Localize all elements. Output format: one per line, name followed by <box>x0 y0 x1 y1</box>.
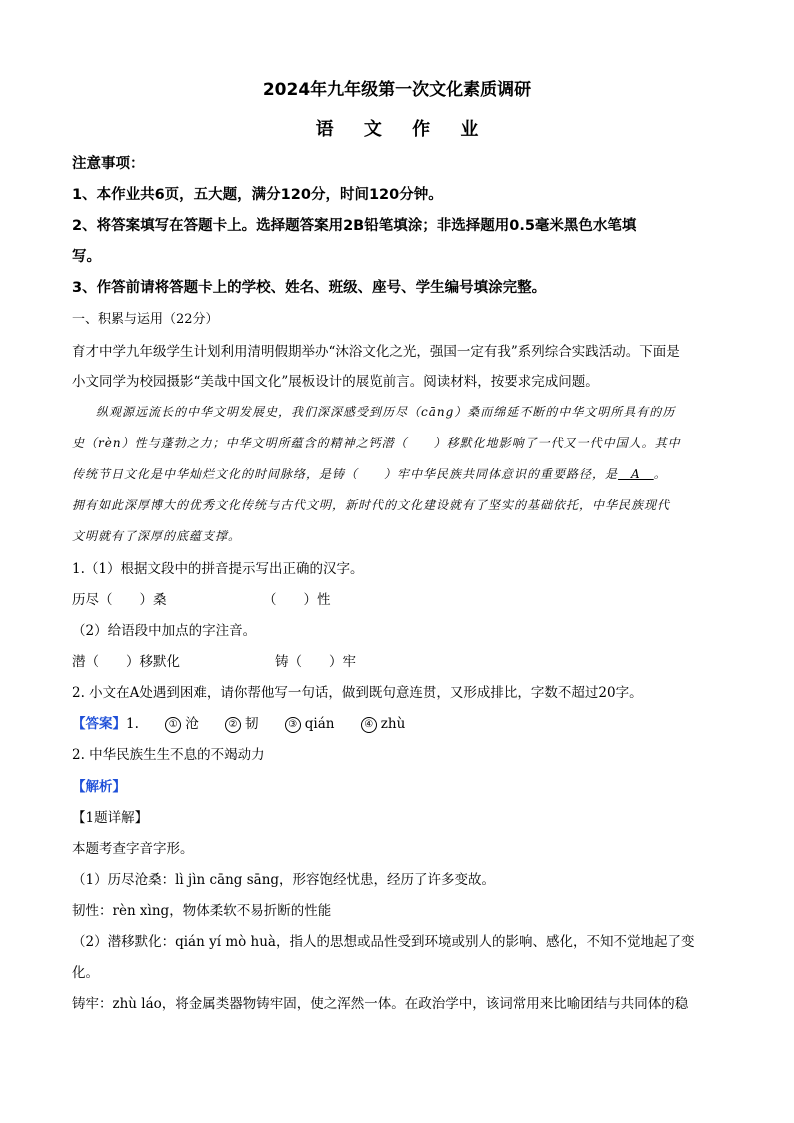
passage-line-3 <box>72 465 718 482</box>
answer-line <box>72 712 405 733</box>
analysis-line-1: 本题考查字音字形。 <box>72 841 194 857</box>
passage-line-4: 拥有如此深厚博大的优秀文化传统与古代文明，新时代的文化建设就有了坚实的基础依托，中华民族现代 <box>72 498 671 512</box>
answer-marker-2: ② <box>225 717 241 733</box>
notes-item-2-cont: 写。 <box>72 249 101 265</box>
answer-item-1 <box>165 712 199 733</box>
answer-item-3 <box>285 716 335 733</box>
answer-marker-4: ④ <box>361 717 377 733</box>
passage-line-1: 纵观源远流长的中华文明发展史，我们深深感受到历尽（cāng）桑而绵延不断的中华文明所具有的历 <box>96 405 676 419</box>
analysis-sub-label: 【1题详解】 <box>72 810 149 826</box>
answer-value-1: 沧 <box>185 716 199 732</box>
section-heading: 一、积累与运用（22分） <box>72 312 219 327</box>
notes-heading: 注意事项： <box>72 156 145 172</box>
notes-item-3: 3、作答前请将答题卡上的学校、姓名、班级、座号、学生编号填涂完整。 <box>72 280 547 296</box>
question-1-1-blank-a: 历尽（ ）桑 <box>72 592 167 608</box>
answer-value-4: zhù <box>380 716 406 732</box>
question-1-2-blank-b: 铸（ ）牢 <box>275 654 356 670</box>
question-1-1: 1.（1）根据文段中的拼音提示写出正确的汉字。 <box>72 561 364 577</box>
passage-blank-a: A <box>618 467 654 481</box>
passage-line-3-text: 传统节日文化是中华灿烂文化的时间脉络，是铸（ ）牢中华民族共同体意识的重要路径，是 <box>72 467 619 481</box>
passage-line-2: 史（rèn）性与蓬勃之力；中华文明所蕴含的精神之钙潜（ ）移默化地影响了一代又一代中国人。其中 <box>72 436 681 450</box>
notes-item-1: 1、本作业共6页，五大题，满分120分，时间120分钟。 <box>72 187 443 203</box>
document-title: 2024年九年级第一次文化素质调研 <box>262 80 532 100</box>
answer-marker-1: ① <box>165 717 181 733</box>
section-intro-1: 育才中学九年级学生计划利用清明假期举办“沐浴文化之光，强国一定有我”系列综合实践活动。下面是 <box>72 344 680 360</box>
question-1-2: （2）给语段中加点的字注音。 <box>72 623 257 639</box>
analysis-label: 【解析】 <box>72 779 126 795</box>
question-2: 2. 小文在A处遇到困难，请你帮他写一句话，做到既句意连贯，又形成排比，字数不超过20字。 <box>72 685 643 701</box>
analysis-line-4: （2）潜移默化：qián yí mò huà，指人的思想或品性受到环境或别人的影响、感化，不知不觉地起了变 <box>72 934 695 950</box>
answer-marker-3: ③ <box>285 717 301 733</box>
answer-item-4 <box>361 716 406 733</box>
answer-line-2: 2. 中华民族生生不息的不竭动力 <box>72 747 265 763</box>
passage-line-5: 文明就有了深厚的底蕴支撑。 <box>72 529 242 543</box>
notes-item-2: 2、将答案填写在答题卡上。选择题答案用2B铅笔填涂；非选择题用0.5毫米黑色水笔填 <box>72 218 637 234</box>
section-intro-2: 小文同学为校园摄影“美哉中国文化”展板设计的展览前言。阅读材料，按要求完成问题。 <box>72 374 599 390</box>
answer-num: 1. <box>126 716 139 732</box>
answer-item-2 <box>225 712 259 733</box>
analysis-line-2: （1）历尽沧桑：lì jìn cāng sāng，形容饱经忧患，经历了许多变故。 <box>72 872 496 888</box>
passage-line-3-end: 。 <box>653 467 667 481</box>
document-subtitle: 语 文 作 业 <box>315 119 491 140</box>
answer-value-2: 韧 <box>244 716 259 732</box>
answer-label: 【答案】 <box>72 716 126 732</box>
question-1-2-blank-a: 潜（ ）移默化 <box>72 654 180 670</box>
answer-value-3: qián <box>304 716 335 732</box>
analysis-line-5: 化。 <box>72 965 99 981</box>
analysis-line-3: 韧性：rèn xìng，物体柔软不易折断的性能 <box>72 903 332 919</box>
analysis-line-6: 铸牢：zhù láo，将金属类器物铸牢固，使之浑然一体。在政治学中，该词常用来比喻团结与共同体的稳 <box>72 996 689 1012</box>
question-1-1-blank-b: （ ）性 <box>263 592 331 608</box>
